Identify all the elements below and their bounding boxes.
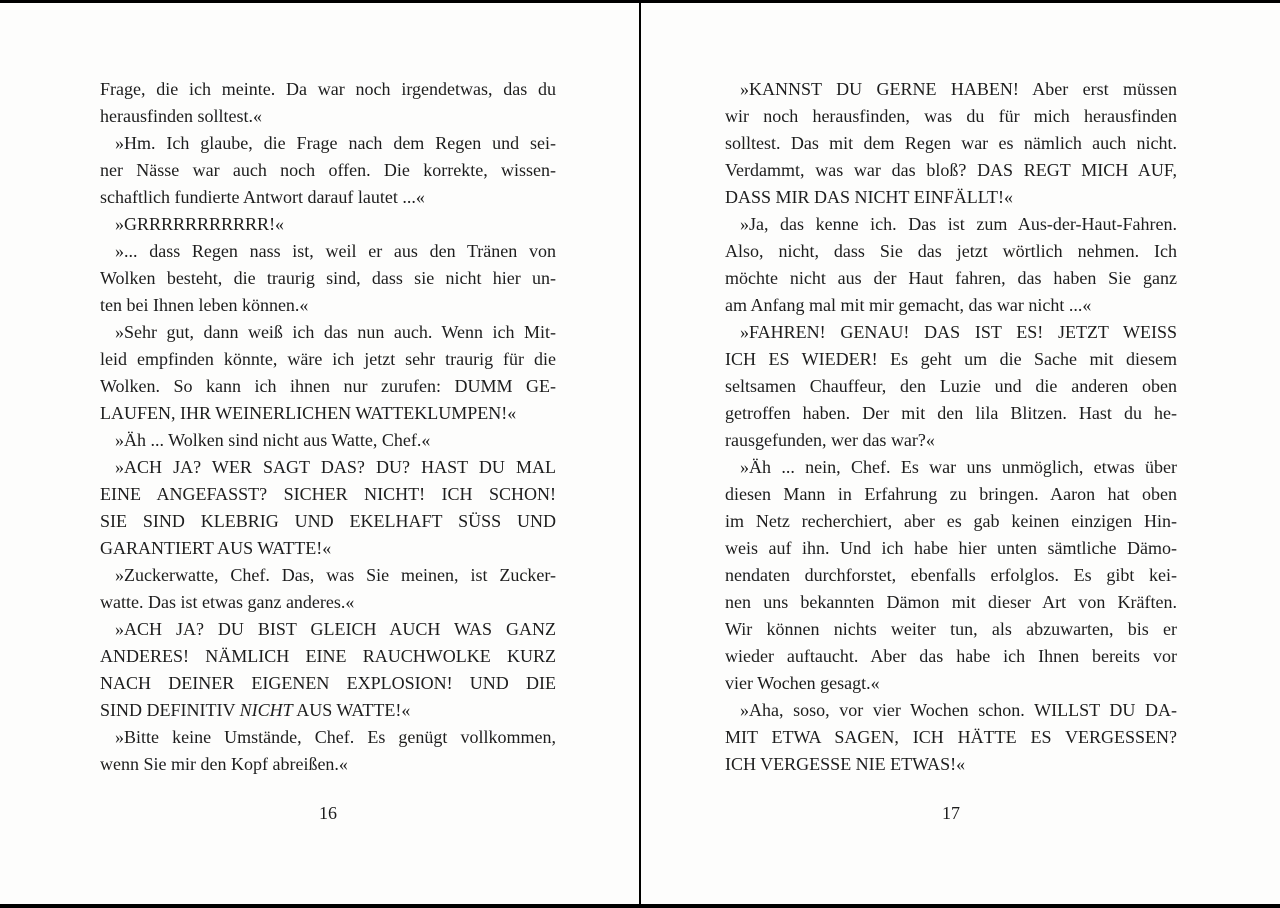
text-line (100, 643, 556, 670)
text-line (100, 103, 556, 130)
text-line (725, 481, 1177, 508)
text-line (725, 589, 1177, 616)
page-text (725, 76, 1177, 778)
text-segment: herausfinden solltest.« (100, 106, 262, 126)
text-line (100, 427, 556, 454)
text-segment: wenn Sie mir den Kopf abreißen.« (100, 754, 348, 774)
text-line (100, 562, 556, 589)
italic-text: NICHT (239, 700, 293, 720)
text-segment: »Zuckerwatte, Chef. Das, was Sie meinen, ist Zucker- (115, 565, 556, 585)
text-line (100, 265, 556, 292)
text-segment: DASS MIR DAS NICHT EINFÄLLT!« (725, 187, 1014, 207)
text-line (725, 103, 1177, 130)
text-line (725, 373, 1177, 400)
text-segment: vier Wochen gesagt.« (725, 673, 880, 693)
text-segment: »Ja, das kenne ich. Das ist zum Aus-der-Haut-Fahren. (740, 214, 1177, 234)
text-segment: »Äh ... nein, Chef. Es war uns unmöglich, etwas über (740, 457, 1177, 477)
text-segment: AUS WATTE!« (292, 700, 411, 720)
text-line (725, 130, 1177, 157)
text-segment: schaftlich fundierte Antwort darauf lautet ...« (100, 187, 425, 207)
text-line (100, 724, 556, 751)
text-line (100, 535, 556, 562)
text-segment: »Sehr gut, dann weiß ich das nun auch. Wenn ich Mit- (115, 322, 556, 342)
text-line (725, 157, 1177, 184)
text-line (100, 346, 556, 373)
text-line (725, 535, 1177, 562)
text-line (725, 454, 1177, 481)
text-line (725, 76, 1177, 103)
text-segment: »Äh ... Wolken sind nicht aus Watte, Chef.« (115, 430, 431, 450)
text-segment: »... dass Regen nass ist, weil er aus den Tränen von (115, 241, 556, 261)
text-segment: NACH DEINER EIGENEN EXPLOSION! UND DIE (100, 673, 556, 693)
text-segment: solltest. Das mit dem Regen war es nämlich auch nicht. (725, 133, 1177, 153)
text-line (725, 670, 1177, 697)
text-segment: »KANNST DU GERNE HABEN! Aber erst müssen (740, 79, 1177, 99)
text-segment: wir noch herausfinden, was du für mich herausfinden (725, 106, 1177, 126)
text-line (725, 184, 1177, 211)
text-line (100, 211, 556, 238)
page-divider (639, 0, 641, 908)
text-line (100, 508, 556, 535)
text-segment: Frage, die ich meinte. Da war noch irgendetwas, das du (100, 79, 556, 99)
text-line (725, 265, 1177, 292)
text-segment: weis auf ihn. Und ich habe hier unten sämtliche Dämo- (725, 538, 1177, 558)
text-segment: »Hm. Ich glaube, die Frage nach dem Regen und sei- (115, 133, 556, 153)
text-line (100, 130, 556, 157)
text-line (100, 373, 556, 400)
text-line (725, 697, 1177, 724)
text-segment: LAUFEN, IHR WEINERLICHEN WATTEKLUMPEN!« (100, 403, 517, 423)
text-line (725, 724, 1177, 751)
text-segment: nendaten durchforstet, ebenfalls erfolglos. Es gibt kei- (725, 565, 1177, 585)
text-line (100, 589, 556, 616)
text-segment: watte. Das ist etwas ganz anderes.« (100, 592, 355, 612)
text-line (100, 400, 556, 427)
text-segment: diesen Mann in Erfahrung zu bringen. Aaron hat oben (725, 484, 1177, 504)
text-line (100, 616, 556, 643)
text-segment: wieder auftaucht. Aber das habe ich Ihnen bereits vor (725, 646, 1177, 666)
text-line (100, 454, 556, 481)
text-segment: SIE SIND KLEBRIG UND EKELHAFT SÜSS UND (100, 511, 556, 531)
right-page (725, 0, 1177, 908)
text-line (725, 292, 1177, 319)
text-line (725, 508, 1177, 535)
text-line (100, 319, 556, 346)
text-line (725, 400, 1177, 427)
page-text (100, 76, 556, 778)
text-segment: seltsamen Chauffeur, den Luzie und die anderen oben (725, 376, 1177, 396)
page-number: 17 (942, 803, 960, 823)
text-segment: EINE ANGEFASST? SICHER NICHT! ICH SCHON! (100, 484, 556, 504)
text-line (100, 292, 556, 319)
text-segment: ner Nässe war auch noch offen. Die korrekte, wissen- (100, 160, 556, 180)
text-segment: »GRRRRRRRRRRR!« (115, 214, 285, 234)
text-line (725, 751, 1177, 778)
text-line (725, 427, 1177, 454)
text-line (100, 670, 556, 697)
text-line (725, 346, 1177, 373)
text-segment: »FAHREN! GENAU! DAS IST ES! JETZT WEISS (740, 322, 1177, 342)
text-segment: Verdammt, was war das bloß? DAS REGT MICH AUF, (725, 160, 1177, 180)
text-segment: leid empfinden könnte, wäre ich jetzt sehr traurig für die (100, 349, 556, 369)
text-segment: Wolken. So kann ich ihnen nur zurufen: DUMM GE- (100, 376, 556, 396)
text-line (100, 184, 556, 211)
text-segment: SIND DEFINITIV (100, 700, 240, 720)
text-segment: »ACH JA? DU BIST GLEICH AUCH WAS GANZ (115, 619, 556, 639)
text-line (725, 211, 1177, 238)
text-line (100, 751, 556, 778)
text-line (725, 238, 1177, 265)
text-segment: »ACH JA? WER SAGT DAS? DU? HAST DU MAL (115, 457, 556, 477)
text-segment: ICH VERGESSE NIE ETWAS!« (725, 754, 966, 774)
text-line (100, 481, 556, 508)
text-segment: ANDERES! NÄMLICH EINE RAUCHWOLKE KURZ (100, 646, 556, 666)
text-line (725, 643, 1177, 670)
text-segment: rausgefunden, wer das war?« (725, 430, 935, 450)
text-segment: möchte nicht aus der Haut fahren, das haben Sie ganz (725, 268, 1177, 288)
text-segment: ICH ES WIEDER! Es geht um die Sache mit diesem (725, 349, 1177, 369)
text-line (100, 76, 556, 103)
text-segment: »Aha, soso, vor vier Wochen schon. WILLST DU DA- (740, 700, 1177, 720)
text-segment: am Anfang mal mit mir gemacht, das war nicht ...« (725, 295, 1092, 315)
text-line (725, 616, 1177, 643)
page-number: 16 (319, 803, 337, 823)
text-line (100, 697, 556, 724)
text-segment: MIT ETWA SAGEN, ICH HÄTTE ES VERGESSEN? (725, 727, 1177, 747)
text-segment: Wir können nichts weiter tun, als abzuwarten, bis er (725, 619, 1177, 639)
text-line (725, 319, 1177, 346)
text-line (100, 238, 556, 265)
text-segment: im Netz recherchiert, aber es gab keinen einzigen Hin- (725, 511, 1177, 531)
text-segment: »Bitte keine Umstände, Chef. Es genügt vollkommen, (115, 727, 556, 747)
text-segment: Wolken besteht, die traurig sind, dass sie nicht hier un- (100, 268, 556, 288)
left-page (100, 0, 556, 908)
text-line (725, 562, 1177, 589)
text-segment: GARANTIERT AUS WATTE!« (100, 538, 332, 558)
text-segment: ten bei Ihnen leben können.« (100, 295, 309, 315)
text-line (100, 157, 556, 184)
text-segment: nen uns bekannten Dämon mit dieser Art von Kräften. (725, 592, 1177, 612)
text-segment: Also, nicht, dass Sie das jetzt wörtlich nehmen. Ich (725, 241, 1177, 261)
text-segment: getroffen haben. Der mit den lila Blitzen. Hast du he- (725, 403, 1177, 423)
